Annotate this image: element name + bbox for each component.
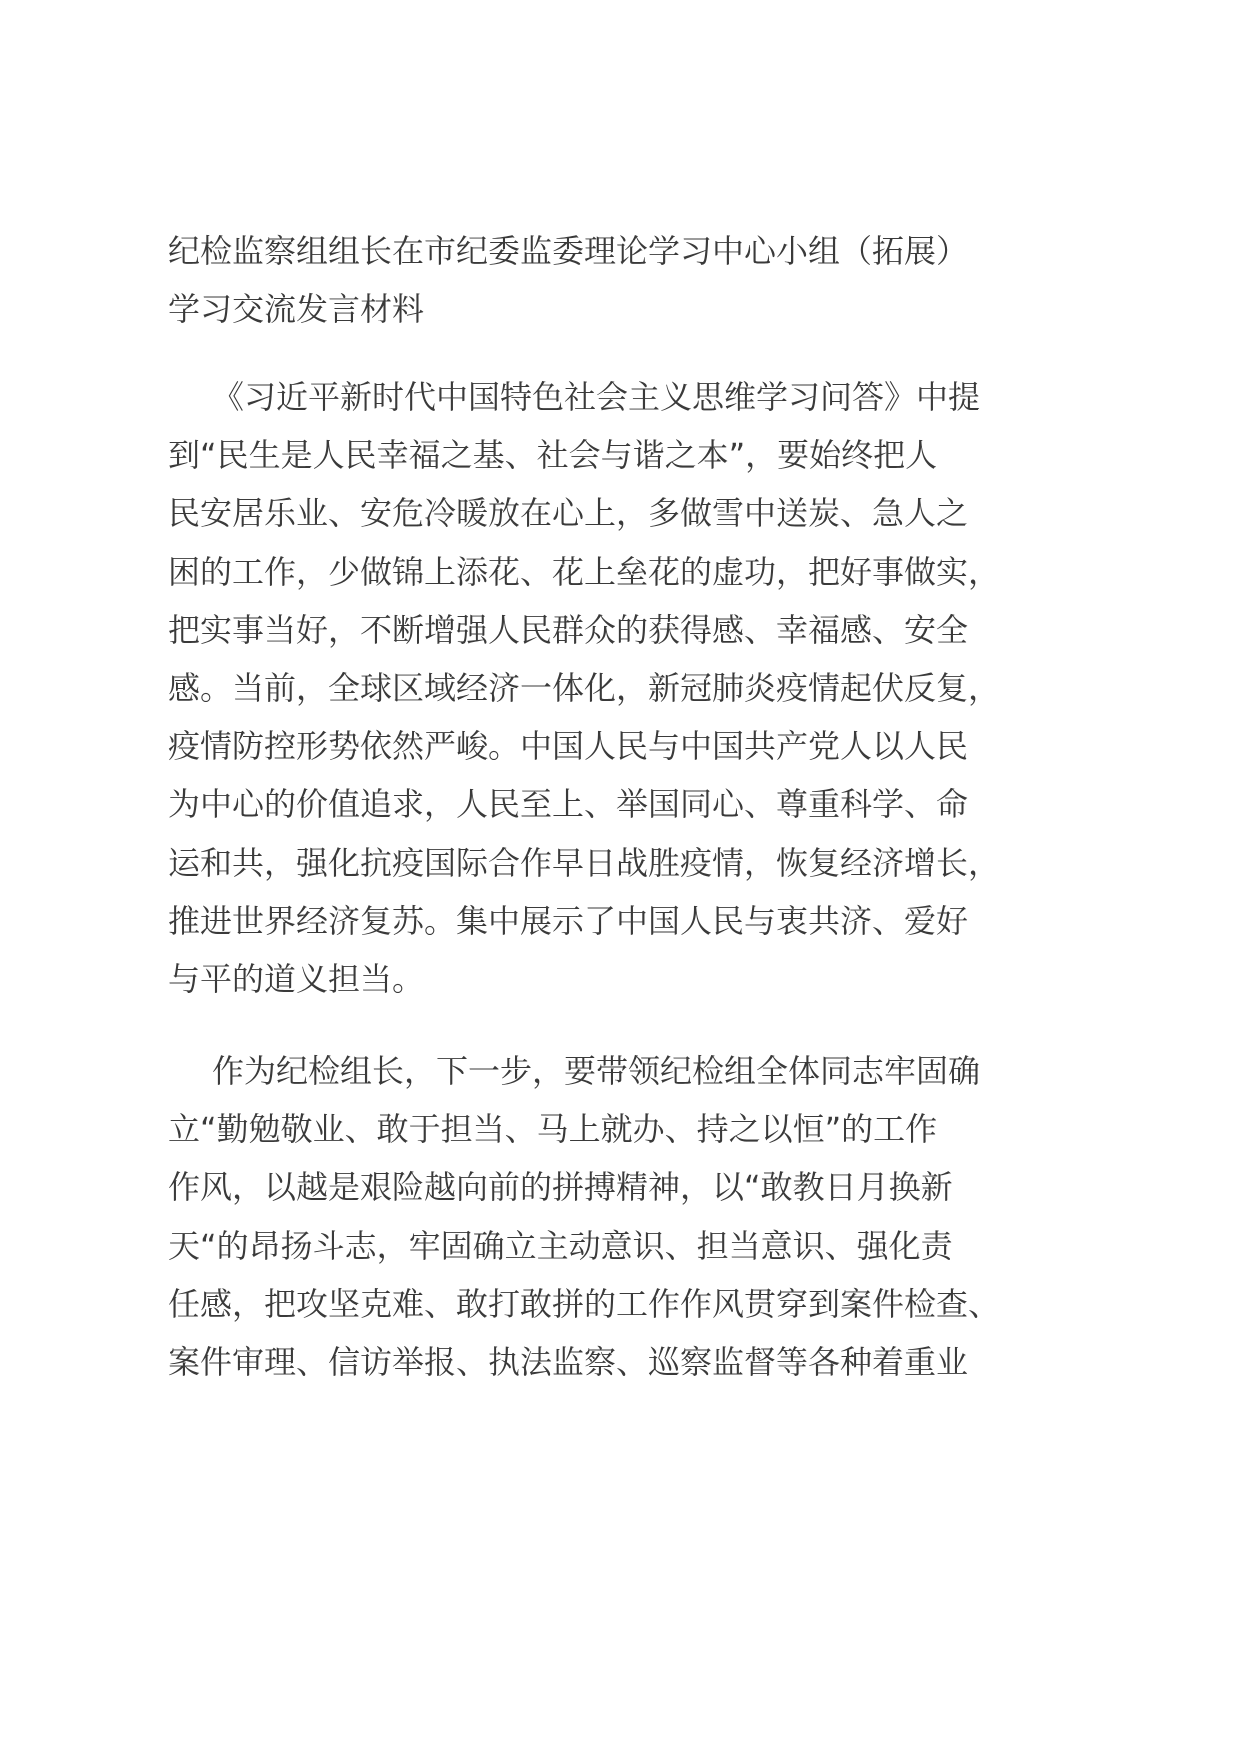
paragraph-1 [168, 368, 1068, 1008]
paragraph-line: 把实事当好，不断增强人民群众的获得感、幸福感、安全 [168, 610, 969, 649]
paragraph-line: 困的工作，少做锦上添花、花上垒花的虚功，把好事做实， [168, 552, 1001, 591]
title-line: 纪检监察组组长在市纪委监委理论学习中心小组（拓展） [168, 232, 969, 270]
paragraph-line: 立“勤勉敬业、敢于担当、马上就办、持之以恒”的工作 [168, 1110, 938, 1149]
paragraph-line: 推进世界经济复苏。集中展示了中国人民与衷共济、爱好 [168, 901, 969, 940]
paragraph-line: 为中心的价值追求，人民至上、举国同心、尊重科学、命 [168, 785, 969, 824]
paragraph-line: 《习近平新时代中国特色社会主义思维学习问答》中提 [212, 378, 981, 416]
paragraph-line: 运和共，强化抗疫国际合作早日战胜疫情，恢复经济增长， [168, 843, 1001, 882]
paragraph-line: 案件审理、信访举报、执法监察、巡察监督等各种着重业 [168, 1343, 969, 1382]
paragraph-line: 作风，以越是艰险越向前的拼搏精神，以“敢教日月换新 [168, 1168, 953, 1207]
paragraph-line: 到“民生是人民幸福之基、社会与谐之本”，要始终把人 [168, 436, 938, 475]
paragraph-line: 作为纪检组长，下一步，要带领纪检组全体同志牢固确 [212, 1052, 981, 1090]
paragraph-line: 民安居乐业、安危冷暖放在心上，多做雪中送炭、急人之 [168, 494, 969, 533]
title-line: 学习交流发言材料 [168, 290, 425, 328]
document-title [168, 222, 1068, 338]
paragraph-line: 与平的道义担当。 [168, 960, 425, 999]
paragraph-2 [168, 1042, 1068, 1391]
paragraph-line: 任感，把攻坚克难、敢打敢拼的工作作风贯穿到案件检查、 [168, 1284, 1001, 1323]
paragraph-line: 天“的昂扬斗志，牢固确立主动意识、担当意识、强化责 [168, 1226, 953, 1265]
paragraph-line: 感。当前，全球区域经济一体化，新冠肺炎疫情起伏反复， [168, 669, 1001, 708]
paragraph-line: 疫情防控形势依然严峻。中国人民与中国共产党人以人民 [168, 727, 969, 766]
